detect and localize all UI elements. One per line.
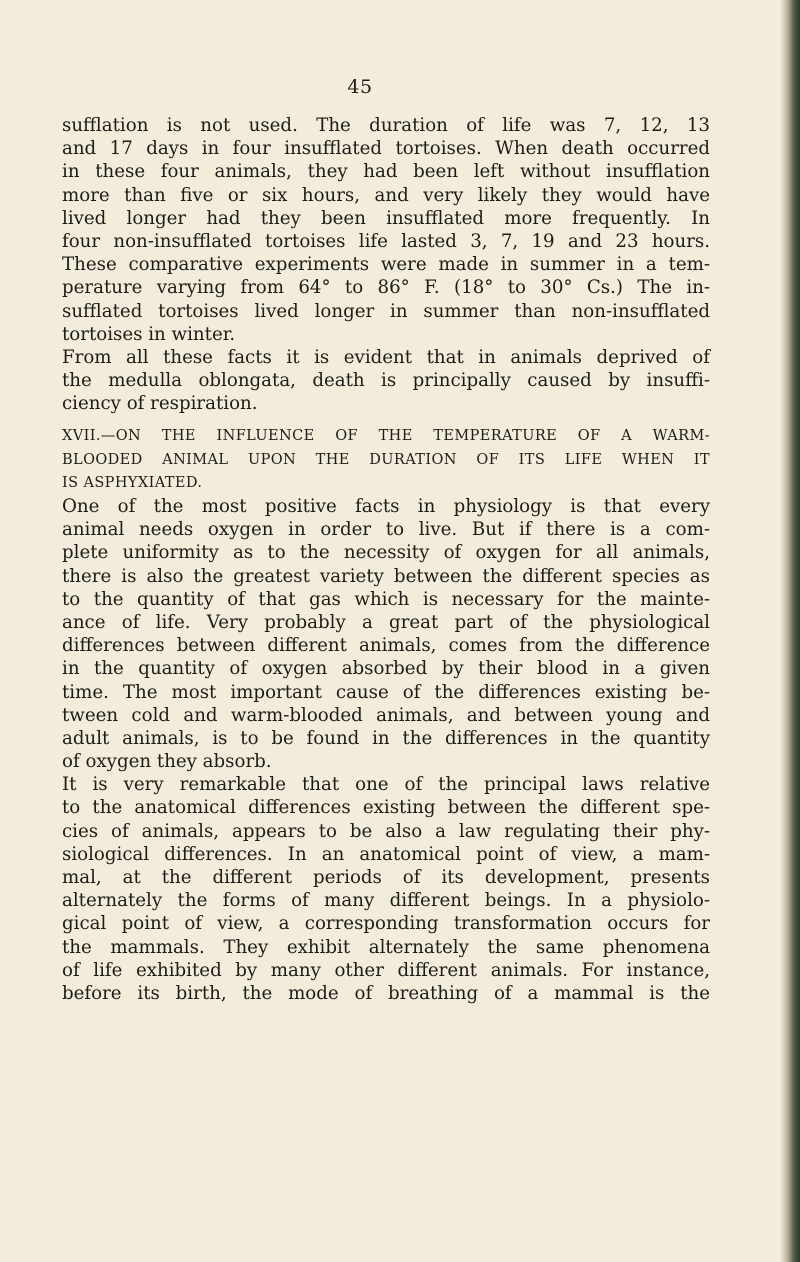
text-line: It is very remarkable that one of the principal laws relative [62,774,710,796]
text-line: before its birth, the mode of breathing of a mammal is the [62,982,710,1004]
heading-line: BLOODED ANIMAL UPON THE DURATION OF ITS LIFE WHEN IT [62,451,710,468]
text-line: sufflated tortoises lived longer in summer than non-insufflated [62,300,710,322]
text-line: differences between different animals, comes from the difference [62,635,710,657]
text-line: lived longer had they been insufflated more frequently. In [62,207,710,229]
book-binding-edge [786,0,800,1262]
text-line: cies of animals, appears to be also a law regulating their phy- [62,820,710,842]
heading-line: XVII.—ON THE INFLUENCE OF THE TEMPERATURE OF A WARM- [62,428,710,445]
text-line: mal, at the different periods of its development, presents [62,867,710,888]
paragraph-2 [62,346,710,416]
text-line: of oxygen they absorb. [62,751,272,773]
text-line: of life exhibited by many other different animals. For instance, [62,959,710,981]
text-line: One of the most positive facts in physiology is that every [62,496,710,517]
text-line: there is also the greatest variety between the different species as [62,565,710,587]
text-line: animal needs oxygen in order to live. But if there is a com- [62,519,710,541]
text-line: gical point of view, a corresponding transformation occurs for [62,913,710,935]
paragraph-4 [62,773,710,1005]
paragraph-1 [62,114,710,346]
text-line: to the quantity of that gas which is necessary for the mainte- [62,588,710,610]
text-line: perature varying from 64° to 86° F. (18° to 30° Cs.) The in- [62,277,710,299]
text-line: more than five or six hours, and very likely they would have [62,184,710,206]
text-line: in these four animals, they had been left without insufflation [62,161,710,183]
text-line: the mammals. They exhibit alternately the same phenomena [62,936,710,958]
text-line: in the quantity of oxygen absorbed by their blood in a given [62,658,710,680]
text-line: time. The most important cause of the differences existing be- [62,681,710,703]
text-line: plete uniformity as to the necessity of oxygen for all animals, [62,542,710,564]
heading-line: IS ASPHYXIATED. [62,474,203,491]
page-body [62,114,710,1005]
text-line: four non-insufflated tortoises life lasted 3, 7, 19 and 23 hours. [62,230,710,252]
text-line: ance of life. Very probably a great part of the physiological [62,611,710,633]
text-line: and 17 days in four insufflated tortoises. When death occurred [62,138,710,160]
text-line: ciency of respiration. [62,393,258,415]
text-line: tortoises in winter. [62,323,236,345]
text-line: to the anatomical differences existing between the different spe- [62,797,710,819]
text-line: tween cold and warm-blooded animals, and between young and [62,704,710,726]
text-line: the medulla oblongata, death is principally caused by insuffi- [62,370,710,392]
text-line: adult animals, is to be found in the differences in the quantity [62,727,710,749]
text-line: siological differences. In an anatomical point of view, a mam- [62,843,710,865]
page-number: 45 [347,76,373,98]
section-heading [62,425,710,495]
text-line: sufflation is not used. The duration of life was 7, 12, 13 [62,115,710,136]
paragraph-3 [62,495,710,773]
text-line: These comparative experiments were made in summer in a tem- [62,254,710,276]
text-line: alternately the forms of many different beings. In a physiolo- [62,890,710,912]
text-line: From all these facts it is evident that in animals deprived of [62,346,710,368]
